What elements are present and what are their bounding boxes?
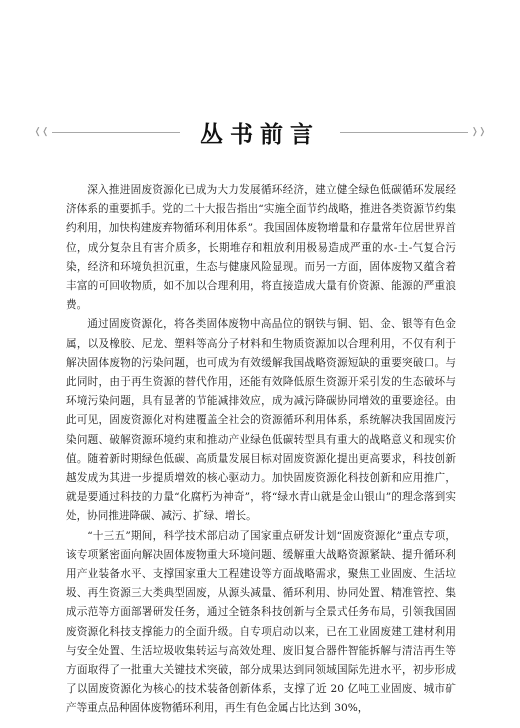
right-rule	[340, 132, 468, 133]
page-header	[0, 116, 520, 149]
preface-body	[66, 181, 456, 719]
chevron-right-icon: ❭❭	[471, 127, 487, 137]
left-rule	[52, 132, 180, 133]
left-ornament	[34, 128, 180, 137]
page-title: 丛书前言	[200, 121, 320, 148]
chevron-left-icon: ❬❬	[33, 127, 49, 137]
paragraph: 通过固废资源化，将各类固体废物中高品位的钢铁与铜、铝、金、银等有色金属，以及橡胶、尼龙、塑料等高分子材料和生物质资源加以合理利用，不仅有利于解决固体废物的污染问题，也可成为有效缓解我国战略资源短缺的重要突破口。与此同时，由于再生资源的替代作用，还能有效降低原生资源开采引发的生态破坏与环境污染问题，具有显著的节能减排效应，成为减污降碳协同增效的重要途径。由此可见，固废资源化对构建覆盖全社会的资源循环利用体系，系统解决我国固废污染问题、破解资源环境约束和推动产业绿色低碳转型具有重大的战略意义和现实价值。随着新时期绿色低碳、高质量发展目标对固废资源化提出更高要求，科技创新越发成为其进一步提质增效的核心驱动力。加快固废资源化科技创新和应用推广，就是要通过科技的力量“化腐朽为神奇”，将“绿水青山就是金山银山”的理念落到实处，协同推进降碳、减污、扩绿、增长。	[66, 318, 456, 523]
right-ornament	[340, 128, 486, 137]
paragraph: 深入推进固废资源化已成为大力发展循环经济，建立健全绿色低碳循环发展经济体系的重要抓手。党的二十大报告指出“实施全面节约战略，推进各类资源节约集约利用，加快构建废弃物循环利用体系”。我国固体废物增量和存量常年位居世界首位，成分复杂且有害介质多，长期堆存和粗放利用极易造成严重的水-土-气复合污染，经济和环境负担沉重，生态与健康风险显现。而另一方面，固体废物又蕴含着丰富的可回收物质，如不加以合理利用，将直接造成大量有价资源、能源的严重浪费。	[66, 184, 456, 312]
paragraph: “十三五”期间，科学技术部启动了国家重点研发计划“固废资源化”重点专项，该专项紧密面向解决固体废物重大环境问题、缓解重大战略资源紧缺、提升循环利用产业装备水平、支撑国家重大工程建设等方面战略需求，聚焦工业固废、生活垃圾、再生资源三大类典型固废，从源头减量、循环利用、协同处置、精准管控、集成示范等方面部署研发任务，通过全链条科技创新与全景式任务布局，引领我国固废资源化科技支撑能力的全面升级。自专项启动以来，已在工业固废建工建材利用与安全处置、生活垃圾收集转运与高效处理、废旧复合器件智能拆解与清洁再生等方面取得了一批重大关键技术突破，部分成果达到同领域国际先进水平，初步形成了以固废资源化为核心的技术装备创新体系，支撑了近 20 亿吨工业固废、城市矿产等重点品种固体废物循环利用，再生有色金属占比达到 30%，	[66, 529, 456, 715]
